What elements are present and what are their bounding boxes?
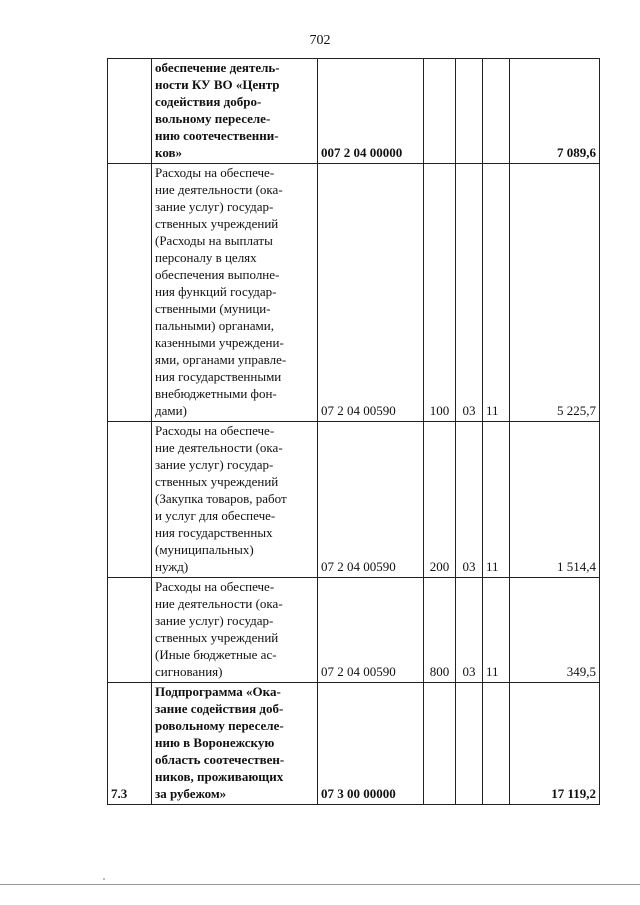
row-name-line: зание услуг) государ- bbox=[155, 457, 274, 472]
row-number bbox=[108, 164, 152, 422]
row-name-line: ние деятельности (ока- bbox=[155, 596, 283, 611]
row-name-line: за рубежом» bbox=[155, 786, 227, 801]
row-name-line: ственных учреждений bbox=[155, 630, 279, 645]
row-name-line: Расходы на обеспече- bbox=[155, 423, 275, 438]
table-row bbox=[108, 422, 600, 578]
row-code: 07 3 00 00000 bbox=[318, 683, 424, 805]
row-sum: 1 514,4 bbox=[510, 422, 600, 578]
page-number: 702 bbox=[309, 33, 331, 48]
row-code: 07 2 04 00590 bbox=[318, 164, 424, 422]
row-subsection bbox=[483, 683, 510, 805]
row-name-line: вольному переселе- bbox=[155, 111, 271, 126]
row-number bbox=[108, 578, 152, 683]
row-expense-type bbox=[424, 683, 456, 805]
row-name-line: содействия добро- bbox=[155, 94, 262, 109]
row-name-line: ков» bbox=[155, 145, 183, 160]
row-name-line: нужд) bbox=[155, 559, 189, 574]
row-name-line: обеспечения выполне- bbox=[155, 267, 280, 282]
row-section bbox=[456, 683, 483, 805]
table-row bbox=[108, 578, 600, 683]
row-name-line: нию в Воронежскую bbox=[155, 735, 275, 750]
row-name-line: ями, органами управле- bbox=[155, 352, 287, 367]
row-section: 03 bbox=[456, 164, 483, 422]
row-name-line: ников, проживающих bbox=[155, 769, 284, 784]
row-name-line: казенными учреждени- bbox=[155, 335, 284, 350]
row-name bbox=[152, 578, 318, 683]
row-name-line: нию соотечественни- bbox=[155, 128, 279, 143]
budget-table bbox=[107, 58, 600, 805]
row-sum: 7 089,6 bbox=[510, 59, 600, 164]
row-section: 03 bbox=[456, 578, 483, 683]
row-code: 007 2 04 00000 bbox=[318, 59, 424, 164]
row-name-line: (Иные бюджетные ас- bbox=[155, 647, 277, 662]
scan-mark bbox=[103, 878, 105, 880]
row-name-line: ния государственными bbox=[155, 369, 282, 384]
row-name-line: сигнования) bbox=[155, 664, 223, 679]
row-name-line: зание услуг) государ- bbox=[155, 199, 274, 214]
row-name-line: ние деятельности (ока- bbox=[155, 440, 283, 455]
row-name bbox=[152, 422, 318, 578]
row-name-line: (Расходы на выплаты bbox=[155, 233, 273, 248]
row-name-line: ности КУ ВО «Центр bbox=[155, 77, 280, 92]
row-name-line: пальными) органами, bbox=[155, 318, 274, 333]
row-expense-type bbox=[424, 59, 456, 164]
row-name-line: Расходы на обеспече- bbox=[155, 579, 275, 594]
row-number bbox=[108, 59, 152, 164]
footer-rule bbox=[0, 884, 640, 885]
row-name bbox=[152, 164, 318, 422]
row-name-line: (Закупка товаров, работ bbox=[155, 491, 287, 506]
row-name-line: персоналу в целях bbox=[155, 250, 257, 265]
row-subsection: 11 bbox=[483, 164, 510, 422]
row-section bbox=[456, 59, 483, 164]
row-name-line: ственными (муници- bbox=[155, 301, 271, 316]
row-name-line: зание содействия доб- bbox=[155, 701, 284, 716]
row-name-line: ственных учреждений bbox=[155, 216, 279, 231]
row-subsection: 11 bbox=[483, 578, 510, 683]
row-name-line: и услуг для обеспече- bbox=[155, 508, 276, 523]
row-section: 03 bbox=[456, 422, 483, 578]
table-row bbox=[108, 59, 600, 164]
row-name-line: ственных учреждений bbox=[155, 474, 279, 489]
row-sum: 5 225,7 bbox=[510, 164, 600, 422]
row-subsection: 11 bbox=[483, 422, 510, 578]
row-name-line: Подпрограмма «Ока- bbox=[155, 684, 281, 699]
row-name-line: ровольному переселе- bbox=[155, 718, 284, 733]
row-code: 07 2 04 00590 bbox=[318, 422, 424, 578]
row-expense-type: 200 bbox=[424, 422, 456, 578]
row-sum: 349,5 bbox=[510, 578, 600, 683]
table-row bbox=[108, 683, 600, 805]
row-name-line: (муниципальных) bbox=[155, 542, 254, 557]
row-name-line: Расходы на обеспече- bbox=[155, 165, 275, 180]
row-name bbox=[152, 59, 318, 164]
row-name-line: дами) bbox=[155, 403, 187, 418]
row-number bbox=[108, 422, 152, 578]
row-expense-type: 800 bbox=[424, 578, 456, 683]
table-row bbox=[108, 164, 600, 422]
row-name-line: обеспечение деятель- bbox=[155, 60, 280, 75]
row-number: 7.3 bbox=[108, 683, 152, 805]
row-name-line: ния государственных bbox=[155, 525, 273, 540]
row-name-line: зание услуг) государ- bbox=[155, 613, 274, 628]
row-name-line: ния функций государ- bbox=[155, 284, 277, 299]
row-sum: 17 119,2 bbox=[510, 683, 600, 805]
row-name-line: ние деятельности (ока- bbox=[155, 182, 283, 197]
row-expense-type: 100 bbox=[424, 164, 456, 422]
row-code: 07 2 04 00590 bbox=[318, 578, 424, 683]
row-name bbox=[152, 683, 318, 805]
row-name-line: область соотечествен- bbox=[155, 752, 285, 767]
row-subsection bbox=[483, 59, 510, 164]
row-name-line: внебюджетными фон- bbox=[155, 386, 277, 401]
